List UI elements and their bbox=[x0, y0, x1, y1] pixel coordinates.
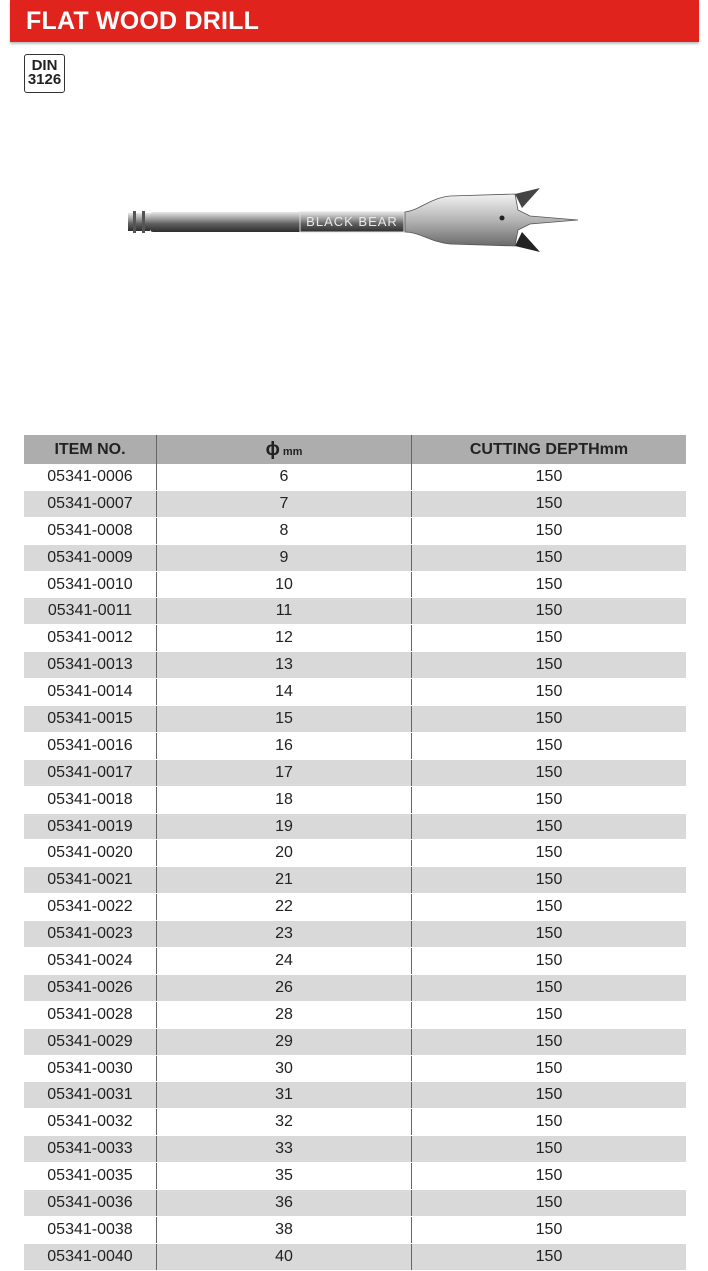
cell-item-number: 05341-0031 bbox=[24, 1082, 157, 1109]
cell-cutting-depth: 150 bbox=[412, 732, 687, 759]
din-standard-badge bbox=[24, 54, 65, 93]
table-row bbox=[24, 867, 686, 894]
cell-cutting-depth: 150 bbox=[412, 759, 687, 786]
cell-diameter: 40 bbox=[157, 1243, 412, 1270]
column-header-item: ITEM NO. bbox=[24, 435, 157, 464]
cell-item-number: 05341-0016 bbox=[24, 732, 157, 759]
cell-diameter: 23 bbox=[157, 921, 412, 948]
cell-diameter: 30 bbox=[157, 1055, 412, 1082]
cell-cutting-depth: 150 bbox=[412, 974, 687, 1001]
cell-item-number: 05341-0008 bbox=[24, 517, 157, 544]
cell-diameter: 17 bbox=[157, 759, 412, 786]
cell-cutting-depth: 150 bbox=[412, 706, 687, 733]
cell-diameter: 14 bbox=[157, 679, 412, 706]
cell-cutting-depth: 150 bbox=[412, 571, 687, 598]
cell-item-number: 05341-0040 bbox=[24, 1243, 157, 1270]
diameter-symbol: ϕ bbox=[265, 438, 280, 460]
cell-diameter: 21 bbox=[157, 867, 412, 894]
cell-diameter: 32 bbox=[157, 1109, 412, 1136]
cell-item-number: 05341-0036 bbox=[24, 1190, 157, 1217]
cell-cutting-depth: 150 bbox=[412, 867, 687, 894]
cell-diameter: 35 bbox=[157, 1163, 412, 1190]
table-row bbox=[24, 1136, 686, 1163]
cell-item-number: 05341-0020 bbox=[24, 840, 157, 867]
table-row bbox=[24, 759, 686, 786]
table-row bbox=[24, 517, 686, 544]
title-bar bbox=[10, 0, 699, 42]
cell-cutting-depth: 150 bbox=[412, 598, 687, 625]
table-row bbox=[24, 1109, 686, 1136]
cell-item-number: 05341-0026 bbox=[24, 974, 157, 1001]
cell-item-number: 05341-0010 bbox=[24, 571, 157, 598]
table-row bbox=[24, 1243, 686, 1270]
cell-item-number: 05341-0017 bbox=[24, 759, 157, 786]
cell-diameter: 36 bbox=[157, 1190, 412, 1217]
brand-mark: BLACK BEAR bbox=[306, 214, 398, 229]
cell-diameter: 9 bbox=[157, 544, 412, 571]
cell-diameter: 15 bbox=[157, 706, 412, 733]
column-header-diameter bbox=[157, 435, 412, 464]
cell-item-number: 05341-0007 bbox=[24, 490, 157, 517]
diameter-unit: mm bbox=[282, 445, 303, 458]
cell-item-number: 05341-0024 bbox=[24, 948, 157, 975]
table-row bbox=[24, 679, 686, 706]
cell-cutting-depth: 150 bbox=[412, 679, 687, 706]
table-row bbox=[24, 464, 686, 490]
cell-diameter: 19 bbox=[157, 813, 412, 840]
flat-wood-drill-image bbox=[120, 180, 590, 260]
cell-diameter: 18 bbox=[157, 786, 412, 813]
cell-cutting-depth: 150 bbox=[412, 840, 687, 867]
cell-cutting-depth: 150 bbox=[412, 517, 687, 544]
cell-item-number: 05341-0029 bbox=[24, 1028, 157, 1055]
cell-item-number: 05341-0023 bbox=[24, 921, 157, 948]
cell-cutting-depth: 150 bbox=[412, 1109, 687, 1136]
cell-cutting-depth: 150 bbox=[412, 1243, 687, 1270]
cell-diameter: 8 bbox=[157, 517, 412, 544]
table-row bbox=[24, 840, 686, 867]
cell-cutting-depth: 150 bbox=[412, 652, 687, 679]
cell-cutting-depth: 150 bbox=[412, 813, 687, 840]
cell-item-number: 05341-0015 bbox=[24, 706, 157, 733]
cell-cutting-depth: 150 bbox=[412, 544, 687, 571]
hex-shank-icon bbox=[128, 213, 150, 231]
cell-diameter: 33 bbox=[157, 1136, 412, 1163]
cell-cutting-depth: 150 bbox=[412, 894, 687, 921]
cell-item-number: 05341-0014 bbox=[24, 679, 157, 706]
cell-diameter: 28 bbox=[157, 1001, 412, 1028]
table-row bbox=[24, 894, 686, 921]
cell-cutting-depth: 150 bbox=[412, 1136, 687, 1163]
table-header-row bbox=[24, 435, 686, 464]
cell-cutting-depth: 150 bbox=[412, 1028, 687, 1055]
cell-item-number: 05341-0018 bbox=[24, 786, 157, 813]
table-row bbox=[24, 974, 686, 1001]
din-badge-label: DIN bbox=[31, 57, 58, 74]
table-row bbox=[24, 625, 686, 652]
spec-table bbox=[24, 435, 686, 1271]
cell-cutting-depth: 150 bbox=[412, 1082, 687, 1109]
spec-table-body bbox=[24, 464, 686, 1270]
cell-diameter: 26 bbox=[157, 974, 412, 1001]
cell-item-number: 05341-0019 bbox=[24, 813, 157, 840]
cell-cutting-depth: 150 bbox=[412, 464, 687, 490]
din-badge-number: 3126 bbox=[27, 71, 62, 88]
cell-diameter: 7 bbox=[157, 490, 412, 517]
cell-diameter: 20 bbox=[157, 840, 412, 867]
cell-item-number: 05341-0009 bbox=[24, 544, 157, 571]
table-row bbox=[24, 786, 686, 813]
cell-item-number: 05341-0038 bbox=[24, 1216, 157, 1243]
table-row bbox=[24, 732, 686, 759]
table-row bbox=[24, 598, 686, 625]
cell-diameter: 24 bbox=[157, 948, 412, 975]
table-row bbox=[24, 1055, 686, 1082]
cell-diameter: 22 bbox=[157, 894, 412, 921]
cell-cutting-depth: 150 bbox=[412, 490, 687, 517]
table-row bbox=[24, 1082, 686, 1109]
cell-cutting-depth: 150 bbox=[412, 1055, 687, 1082]
table-row bbox=[24, 544, 686, 571]
cell-cutting-depth: 150 bbox=[412, 625, 687, 652]
cell-item-number: 05341-0033 bbox=[24, 1136, 157, 1163]
cell-item-number: 05341-0012 bbox=[24, 625, 157, 652]
cell-cutting-depth: 150 bbox=[412, 948, 687, 975]
table-row bbox=[24, 1216, 686, 1243]
table-row bbox=[24, 490, 686, 517]
table-row bbox=[24, 1190, 686, 1217]
cell-diameter: 6 bbox=[157, 464, 412, 490]
cell-diameter: 11 bbox=[157, 598, 412, 625]
table-row bbox=[24, 948, 686, 975]
table-row bbox=[24, 1028, 686, 1055]
cell-diameter: 38 bbox=[157, 1216, 412, 1243]
cell-cutting-depth: 150 bbox=[412, 1190, 687, 1217]
table-row bbox=[24, 652, 686, 679]
cell-cutting-depth: 150 bbox=[412, 1216, 687, 1243]
cell-item-number: 05341-0021 bbox=[24, 867, 157, 894]
table-row bbox=[24, 706, 686, 733]
cell-diameter: 13 bbox=[157, 652, 412, 679]
table-row bbox=[24, 1001, 686, 1028]
cell-item-number: 05341-0022 bbox=[24, 894, 157, 921]
cell-diameter: 31 bbox=[157, 1082, 412, 1109]
cell-diameter: 12 bbox=[157, 625, 412, 652]
cell-cutting-depth: 150 bbox=[412, 921, 687, 948]
cell-diameter: 29 bbox=[157, 1028, 412, 1055]
cell-diameter: 10 bbox=[157, 571, 412, 598]
column-header-depth: CUTTING DEPTHmm bbox=[412, 435, 687, 464]
cell-item-number: 05341-0006 bbox=[24, 464, 157, 490]
cell-cutting-depth: 150 bbox=[412, 1001, 687, 1028]
cell-item-number: 05341-0011 bbox=[24, 598, 157, 625]
table-row bbox=[24, 1163, 686, 1190]
cell-item-number: 05341-0035 bbox=[24, 1163, 157, 1190]
cell-diameter: 16 bbox=[157, 732, 412, 759]
cell-item-number: 05341-0030 bbox=[24, 1055, 157, 1082]
cell-cutting-depth: 150 bbox=[412, 1163, 687, 1190]
cell-item-number: 05341-0028 bbox=[24, 1001, 157, 1028]
table-row bbox=[24, 813, 686, 840]
blade-icon bbox=[405, 194, 578, 246]
cell-cutting-depth: 150 bbox=[412, 786, 687, 813]
table-row bbox=[24, 571, 686, 598]
page-title: FLAT WOOD DRILL bbox=[26, 7, 260, 35]
cell-item-number: 05341-0032 bbox=[24, 1109, 157, 1136]
cell-item-number: 05341-0013 bbox=[24, 652, 157, 679]
table-row bbox=[24, 921, 686, 948]
